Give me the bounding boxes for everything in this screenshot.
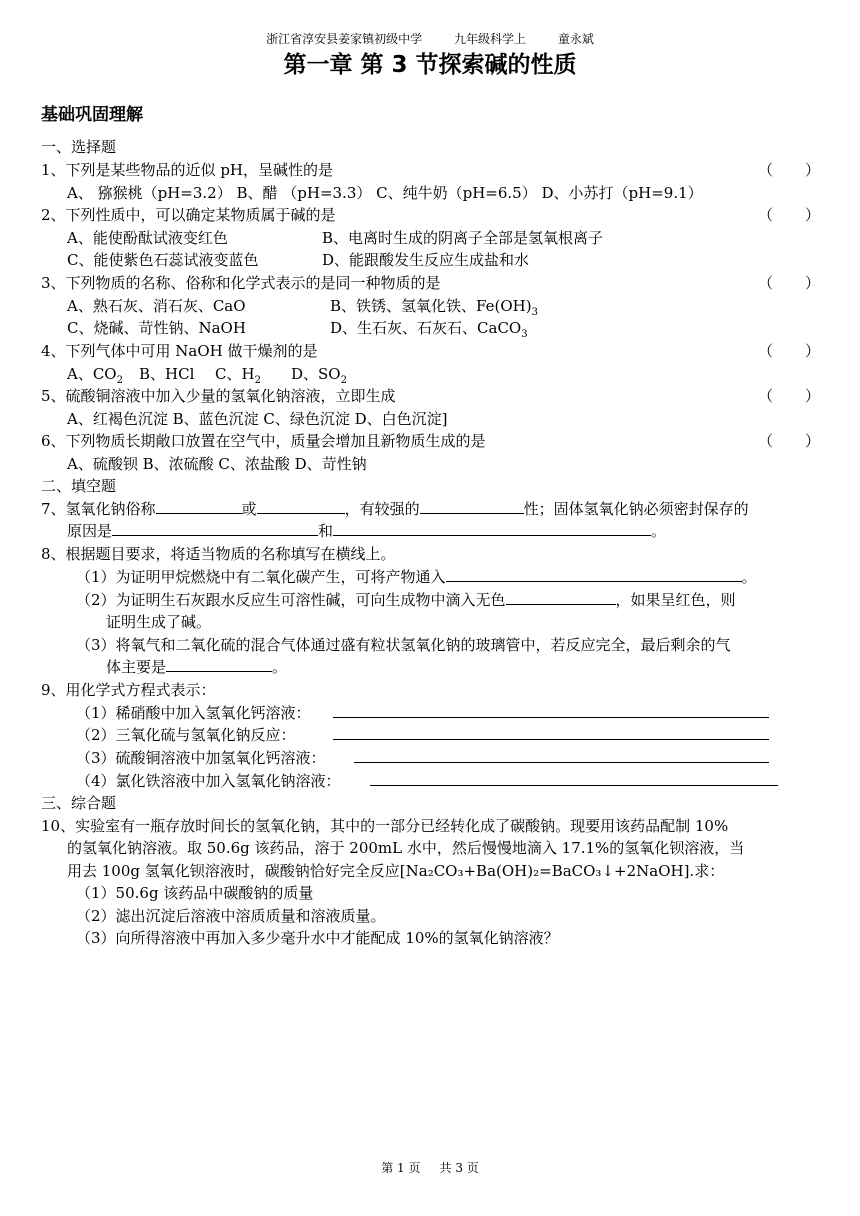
paren-right: ） (804, 206, 820, 224)
q8-sub2 (76, 589, 736, 611)
q8-sub3-cont (106, 656, 287, 678)
q8-blank-3[interactable] (166, 656, 272, 672)
q8-sub3-text-b: 体主要是 (106, 658, 167, 676)
q2-stem: 2、下列性质中，可以确定某物质属于碱的是 (41, 206, 336, 224)
q4-option-d-text: D、SO (291, 365, 341, 383)
q8-sub2-text-b: ，如果呈红色，则 (615, 591, 736, 609)
q8-stem: 8、根据题目要求，将适当物质的名称填写在横线上。 (41, 545, 396, 563)
paren-right: ） (804, 161, 820, 179)
paren-left: （ (758, 274, 774, 292)
q6-options: A、硫酸钡 B、浓硫酸 C、浓盐酸 D、苛性钠 (67, 455, 367, 473)
paren-right: ） (804, 274, 820, 292)
q2-option-d: D、能跟酸发生反应生成盐和水 (322, 251, 530, 269)
q4-option-c-text: C、H (215, 365, 255, 383)
q9-sub1: （1）稀硝酸中加入氢氧化钙溶液： (76, 704, 311, 722)
q7-text-a: 7、氢氧化钠俗称 (41, 500, 156, 518)
q4-option-a-text: A、CO (67, 365, 117, 383)
page-header (0, 30, 860, 47)
page-title: 第一章 第 3 节探索碱的性质 (283, 52, 577, 78)
q7-line1 (41, 498, 749, 520)
q7-text-f: 和 (318, 522, 334, 540)
q1-stem: 1、下列是某些物品的近似 pH，呈碱性的是 (41, 161, 333, 179)
footer-total: 共 3 页 (439, 1161, 479, 1175)
section-heading: 基础巩固理解 (41, 105, 143, 125)
paren-left: （ (758, 432, 774, 450)
q9-blank-4[interactable] (370, 770, 778, 786)
q3-option-a: A、熟石灰、消石灰、CaO (67, 297, 246, 315)
q3-option-d-sub: 3 (521, 329, 528, 340)
q9-blank-3[interactable] (354, 747, 769, 763)
q4-option-b: B、HCl (139, 365, 195, 383)
q7-blank-4[interactable] (112, 520, 318, 536)
q2-option-b: B、电离时生成的阴离子全部是氢氧根离子 (322, 229, 604, 247)
q2-option-c: C、能使紫色石蕊试液变蓝色 (67, 251, 259, 269)
q9-stem: 9、用化学式方程式表示： (41, 681, 216, 699)
q8-sub1-text: （1）为证明甲烷燃烧中有二氧化碳产生，可将产物通入 (76, 568, 446, 586)
q8-sub2-text-a: （2）为证明生石灰跟水反应生可溶性碱，可向生成物中滴入无色 (76, 591, 506, 609)
q7-line2 (67, 520, 666, 542)
q7-blank-5[interactable] (333, 520, 651, 536)
q7-blank-3[interactable] (420, 498, 524, 514)
q3-option-d (330, 317, 528, 346)
q8-sub2-cont: 证明生成了碱。 (106, 613, 212, 631)
q3-option-c: C、烧碱、苛性钠、NaOH (67, 319, 246, 337)
q7-text-d: 性；固体氢氧化钠必须密封保存的 (523, 500, 749, 518)
q9-sub4: （4）氯化铁溶液中加入氢氧化钠溶液： (76, 772, 341, 790)
q4-stem: 4、下列气体中可用 NaOH 做干燥剂的是 (41, 342, 318, 360)
footer-page: 第 1 页 (381, 1161, 421, 1175)
q7-text-b: 或 (241, 500, 257, 518)
q4-option-c-sub: 2 (254, 375, 261, 386)
q7-text-e: 原因是 (67, 522, 113, 540)
q8-sub1 (76, 566, 757, 588)
paren-left: （ (758, 342, 774, 360)
paren-right: ） (804, 432, 820, 450)
q10-line1: 10、实验室有一瓶存放时间长的氢氧化钠，其中的一部分已经转化成了碳酸钠。现要用该药品配制 10% (41, 817, 729, 835)
q9-blank-2[interactable] (333, 724, 769, 740)
part-fill-heading: 二、填空题 (41, 477, 117, 495)
q3-option-d-text: D、生石灰、石灰石、CaCO (330, 319, 522, 337)
q9-sub3: （3）硫酸铜溶液中加氢氧化钙溶液： (76, 749, 326, 767)
q10-sub3: （3）向所得溶液中再加入多少毫升水中才能配成 10%的氢氧化钠溶液？ (76, 929, 559, 947)
q5-options: A、红褐色沉淀 B、蓝色沉淀 C、绿色沉淀 D、白色沉淀] (67, 410, 448, 428)
q3-option-b-text: B、铁锈、氢氧化铁、Fe(OH) (330, 297, 532, 315)
header-school: 浙江省淳安县姜家镇初级中学 (266, 32, 423, 46)
q6-stem: 6、下列物质长期敞口放置在空气中，质量会增加且新物质生成的是 (41, 432, 486, 450)
q4-option-a-sub: 2 (116, 375, 123, 386)
q10-sub2: （2）滤出沉淀后溶液中溶质质量和溶液质量。 (76, 907, 386, 925)
q10-line3: 用去 100g 氢氧化钡溶液时，碳酸钠恰好完全反应[Na₂CO₃+Ba(OH)₂=BaCO₃↓+2NaOH].求： (67, 862, 725, 880)
paren-left: （ (758, 387, 774, 405)
q7-blank-1[interactable] (156, 498, 242, 514)
q8-blank-2[interactable] (506, 589, 616, 605)
q10-line2: 的氢氧化钠溶液。取 50.6g 该药品，溶于 200mL 水中，然后慢慢地滴入 17.1%的氢氧化钡溶液，当 (67, 839, 745, 857)
q8-blank-1[interactable] (446, 566, 742, 582)
q9-sub2: （2）三氧化硫与氢氧化钠反应： (76, 726, 296, 744)
part-choice-heading: 一、选择题 (41, 138, 117, 156)
q8-sub3: （3）将氧气和二氧化硫的混合气体通过盛有粒状氢氧化钠的玻璃管中，若反应完全，最后剩余的气 (76, 636, 731, 654)
paren-right: ） (804, 387, 820, 405)
paren-left: （ (758, 161, 774, 179)
q7-text-c: ，有较强的 (344, 500, 420, 518)
q9-blank-1[interactable] (333, 702, 769, 718)
header-grade: 九年级科学上 (453, 32, 526, 46)
q8-sub1-end: 。 (741, 568, 757, 586)
q5-stem: 5、硫酸铜溶液中加入少量的氢氧化钠溶液，立即生成 (41, 387, 396, 405)
q7-blank-2[interactable] (257, 498, 345, 514)
paren-right: ） (804, 342, 820, 360)
q3-option-b-sub: 3 (531, 307, 538, 318)
paren-left: （ (758, 206, 774, 224)
part-comprehensive-heading: 三、综合题 (41, 794, 117, 812)
q2-option-a: A、能使酚酞试液变红色 (67, 229, 228, 247)
page-footer (0, 1157, 860, 1179)
q1-options: A、 猕猴桃（pH=3.2） B、醋 （pH=3.3） C、纯牛奶（pH=6.5） D、小苏打（pH=9.1） (67, 184, 703, 202)
q3-stem: 3、下列物质的名称、俗称和化学式表示的是同一种物质的是 (41, 274, 441, 292)
header-author: 童永斌 (557, 32, 594, 46)
q4-option-d-sub: 2 (340, 375, 347, 386)
q7-text-g: 。 (651, 522, 667, 540)
q8-sub3-end: 。 (272, 658, 288, 676)
q10-sub1: （1）50.6g 该药品中碳酸钠的质量 (76, 884, 314, 902)
